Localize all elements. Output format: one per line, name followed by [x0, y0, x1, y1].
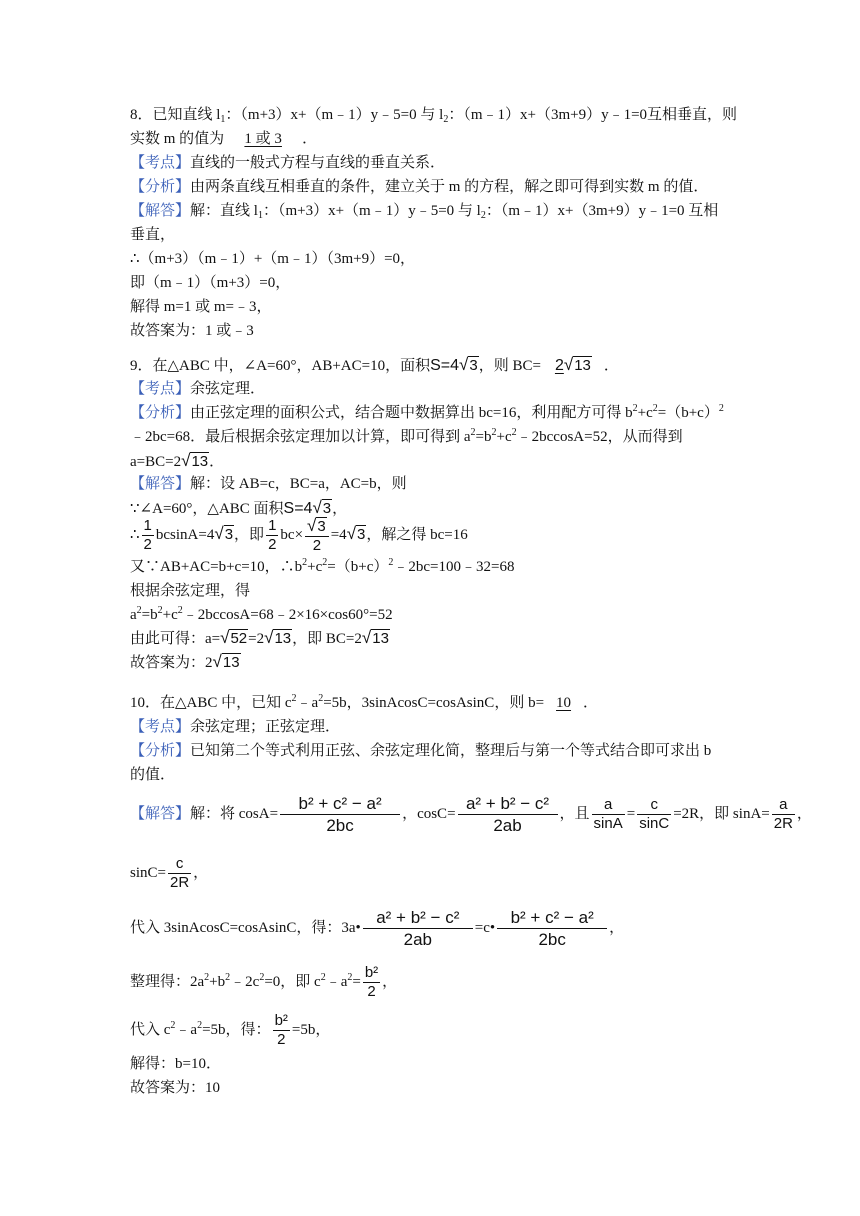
p10-fenxi-line1 [130, 741, 711, 761]
p9-jieda-line7 [130, 628, 390, 649]
jieda-tag: 【解答】 [130, 476, 191, 492]
p10-jieda1c: ，且 [559, 806, 590, 822]
p9-jieda4b: +c [307, 559, 323, 575]
p9-kaodian-text: 余弦定理． [190, 381, 266, 397]
p9-jieda6a: a [130, 607, 137, 623]
p9-sqrt13a: √13 [264, 628, 292, 647]
p9-half-frac2: $\frac{1}{2}$ [268, 517, 277, 554]
p10-q-c: =5b，3sinAcosC=cosAsinC，则 b= [323, 695, 545, 711]
p9-fenxi3: a=BC=2 [130, 454, 182, 470]
p9-sqrt3-over-2: $\frac{√3}{2}$ [305, 517, 329, 555]
p9-final-radicand: 13 [222, 654, 240, 671]
p9-jieda7a: 由此可得：a= [130, 631, 221, 647]
result-fraction [363, 964, 380, 1001]
p8-question-line1 [130, 105, 737, 125]
p9-fenxi2-a: ﹣2bc=68．最后根据余弦定理加以计算，即可得到 a [130, 429, 471, 445]
ratio1-den: sinA [593, 815, 623, 833]
kaodian-tag: 【考点】 [130, 719, 191, 735]
sub-den2: 2bc [538, 930, 566, 950]
p9-sqrt13b: √13 [361, 628, 389, 647]
p9-answer [541, 355, 604, 376]
sinC-fraction [168, 855, 191, 892]
p9-jieda3-sqrt: √3 [214, 524, 234, 543]
p9-answer-coef: 2 [554, 357, 564, 374]
p8-jieda-line5: 解得 m=1 或 m=﹣3， [130, 299, 272, 315]
fenxi-tag: 【分析】 [130, 179, 191, 195]
p8-q-line2: 实数 m 的值为 [130, 131, 225, 147]
p8-jieda-line3: ∴（m+3）（m﹣1）+（m﹣1）（3m+9）=0， [130, 251, 416, 267]
p10-jieda1d: =2R，即 sinA= [673, 806, 770, 822]
p9-jieda6d: ﹣2bccosA=68﹣2×16×cos60°=52 [182, 607, 393, 623]
p9-jieda3-sqrt3: √3 [346, 524, 366, 543]
p8-jieda-line4: 即（m﹣1）（m+3）=0， [130, 275, 291, 291]
res-num: b² [364, 964, 379, 982]
p9-fenxi-text-b: +c [637, 405, 653, 421]
p9-fenxi-text: 由正弦定理的面积公式，结合题中数据算出 bc=16，利用配方可得 b [190, 405, 633, 421]
sub-fraction-1 [363, 907, 473, 950]
p9-fenxi-line2: ﹣2bc=68．最后根据余弦定理加以计算，即可得到 $a^2=b^2+c^2﹣2bccosA=52$，从而得到 [130, 427, 683, 445]
p9-jieda2: ∵∠A=60°，△ABC 面积 [130, 501, 284, 517]
ratio2-den: sinC [639, 815, 670, 833]
p9-q-text: 9．在△ABC 中，∠A=60°，AB+AC=10，面积 [130, 358, 431, 374]
p8-kaodian-text: 直线的一般式方程与直线的垂直关系． [190, 155, 446, 171]
ratio-a-sinA [592, 796, 625, 833]
p8-question-line2: 实数 m 的值为 1 或 3 ． [130, 131, 318, 147]
p10-q-b: ﹣a [296, 695, 319, 711]
p9-jieda4c: =（b+c） [327, 559, 389, 575]
p9-jieda3e: ，解之得 bc=16 [366, 527, 468, 543]
p10-jieda4a: 整理得：2a [130, 974, 205, 990]
p10-jieda-line7: 故答案为：10 [130, 1080, 221, 1096]
p9-jieda4d: ﹣2bc=100﹣32=68 [393, 559, 515, 575]
p9-jieda3a: bcsinA=4 [155, 527, 215, 543]
p9-jieda6b: =b [141, 607, 158, 623]
p9-fenxi2-b: =b [475, 429, 492, 445]
p10-jieda1a: 解：将 cosA= [190, 806, 279, 822]
p8-q-sub1: 1 [220, 114, 226, 125]
p8-jieda-line2: 垂直， [130, 227, 176, 243]
p9-final-sqrt: √13 [212, 652, 240, 671]
fenxi-tag: 【分析】 [130, 743, 191, 759]
p9-fenxi3-radicand: 13 [191, 453, 209, 470]
p9-q-after: ，则 BC= [478, 358, 541, 374]
cosC-fraction [458, 793, 558, 836]
p10-jieda4d: =0，即 c [264, 974, 321, 990]
p10-jieda4c: ﹣2c [230, 974, 260, 990]
p10-jieda3a: 代入 3sinAcosC=cosAsinC，得：3a• [130, 920, 361, 936]
p9-fenxi-line1: 【分析】由正弦定理的面积公式，结合题中数据算出 bc=16，利用配方可得 $b^2+c^2=(b+c)^2$ [130, 403, 724, 421]
p9-jieda3c: bc× [280, 527, 304, 543]
p9-jieda7c: ，即 BC=2 [292, 631, 362, 647]
cosC-num: a² + b² − c² [458, 793, 558, 815]
p10-jieda1b: ，cosC= [402, 806, 456, 822]
p10-question: 10．在△ABC 中，已知 $c^2﹣a^2=5b$，3sinAcosC=cosAsinC，则 b= 10 ． [130, 693, 599, 711]
p9-jieda-line5: 根据余弦定理，得 [130, 583, 251, 599]
p9-jieda-line4: 又∵AB+AC=b+c=10，$\therefore b^2+c^2=(b+c)^2﹣2bc=100﹣32=68$ [130, 557, 515, 575]
ratio-eq: = [626, 806, 636, 822]
p10-jieda-line2: sinC= $\frac{c}{2R}$ ， [130, 855, 209, 892]
p9-jieda2-radicand: 3 [322, 500, 332, 517]
p9-jieda3b: ，即 [234, 527, 265, 543]
cosA-fraction [280, 793, 400, 836]
p10-jieda2a: sinC= [130, 865, 166, 881]
p10-jieda5b: ﹣a [175, 1022, 198, 1038]
p9-fenxi-line3: a=BC=2√13． [130, 451, 225, 470]
p9-answer-radicand: 13 [574, 357, 591, 374]
p9-jieda1: 解：设 AB=c，BC=a，AC=b，则 [190, 476, 407, 492]
p8-jieda-sub1: 1 [257, 210, 263, 221]
result-fraction-2 [273, 1012, 290, 1049]
p10-jieda-line1: 【解答】解：将 cosA= $\frac{\text{b² + c² − a²}}{2bc}$ ，cosC= $\frac{\text{a² + b² − c²}}{2ab}$ ，且 $\frac{a}{\sin A}$ = $\frac{c}{\sin C}$ =2R，即 sinA= $\frac{a}{2R}$ ， [130, 794, 812, 836]
cosC-den: 2ab [493, 816, 522, 836]
fenxi-tag: 【分析】 [130, 405, 191, 421]
p8-answer: 1 或 3 [244, 131, 282, 147]
p8-jieda-sub2: 2 [480, 210, 486, 221]
p8-jieda-line6: 故答案为：1 或﹣3 [130, 323, 254, 339]
sinA-fraction [772, 796, 795, 833]
p9-sqrt52-radicand: 52 [230, 630, 248, 647]
sinC-num: c [168, 855, 191, 874]
p9-question: 9．在△ABC 中，∠A=60°，AB+AC=10，面积S=4√3，则 BC= 2√13 ． [130, 355, 619, 374]
p8-q-text: 8．已知直线 l [130, 107, 221, 123]
p10-kaodian [130, 717, 340, 737]
sub-den1: 2ab [403, 930, 432, 950]
p8-fenxi-text: 由两条直线互相垂直的条件，建立关于 m 的方程，解之即可得到实数 m 的值． [190, 179, 709, 195]
p9-fenxi2-d: ﹣2bccosA=52，从而得到 [516, 429, 683, 445]
p9-jieda2-sqrt: √3 [312, 498, 332, 517]
p8-kaodian [130, 153, 445, 173]
jieda-tag: 【解答】 [130, 806, 191, 822]
p9-sqrt3-radicand: 3 [317, 517, 326, 535]
p9-fenxi3-sqrt: √13 [181, 451, 209, 470]
p8-jieda-line1 [130, 201, 718, 221]
sinA-den: 2R [773, 815, 793, 833]
p10-jieda4f: = [352, 974, 361, 990]
ratio1-num: a [592, 796, 625, 815]
p9-area-sqrt: √3 [459, 355, 478, 374]
jieda-tag: 【解答】 [130, 203, 191, 219]
p8-q-text3: ：（m﹣1）x+（3m+9）y﹣1=0互相垂直，则 [448, 107, 738, 123]
p9-answer-sqrt: √13 [563, 355, 591, 374]
ratio2-num: c [637, 796, 671, 815]
p9-jieda-line8 [130, 652, 241, 673]
p10-q-a: 10．在△ABC 中，已知 c [130, 695, 292, 711]
p8-fenxi [130, 177, 708, 197]
p10-jieda3b: =c• [474, 920, 496, 936]
p9-fenxi-text-c: =（b+c） [657, 405, 719, 421]
p9-jieda-line3: ∴ $\frac{1}{2}$ bcsinA=4√3，即 $\frac{1}{2}$ bc× $\frac{√3}{2}$ =4√3，解之得 bc=16 [130, 515, 468, 554]
p9-kaodian [130, 379, 265, 399]
p9-sqrt52: √52 [220, 628, 248, 647]
p8-jieda-text3: ：（m﹣1）x+（3m+9）y﹣1=0 互相 [485, 203, 719, 219]
p9-jieda-line2: ∵∠A=60°，△ABC 面积S=4√3， [130, 498, 348, 517]
p8-q-sub2: 2 [443, 114, 449, 125]
sub-num2: b² + c² − a² [497, 907, 607, 929]
p10-jieda5d: =5b， [291, 1022, 331, 1038]
p9-jieda2-area: S=4 [283, 500, 313, 517]
p9-jieda3-radicand: 3 [224, 526, 234, 543]
p10-jieda4e: ﹣a [325, 974, 348, 990]
p10-jieda5a: 代入 c [130, 1022, 171, 1038]
p9-area: S=4 [430, 357, 460, 374]
p9-jieda-line1 [130, 474, 407, 494]
p10-fenxi1: 已知第二个等式利用正弦、余弦定理化简，整理后与第一个等式结合即可求出 b [190, 743, 712, 759]
p9-jieda6c: +c [162, 607, 178, 623]
p10-jieda5c: =5b，得： [202, 1022, 271, 1038]
res2-den: 2 [277, 1031, 286, 1049]
sub-fraction-2 [497, 907, 607, 950]
p9-half-frac: $\frac{1}{2}$ [143, 517, 152, 554]
res-den: 2 [367, 983, 376, 1001]
p10-jieda-line4: 整理得：$2a^2+b^2﹣2c^2=0$，即 $c^2﹣a^2=$ $\frac{\text{b²}}{2}$ ， [130, 964, 398, 1001]
p9-jieda4a: 又∵AB+AC=b+c=10，∴b [130, 559, 303, 575]
p9-jieda-line6: $a^2=b^2+c^2﹣2bccosA=68﹣2\times 16\times\cos 60^\circ=52$ [130, 605, 393, 623]
sinA-num: a [772, 796, 795, 815]
p9-fenxi2-c: +c [496, 429, 512, 445]
res2-num: b² [274, 1012, 288, 1030]
p8-q-text2: ：（m+3）x+（m﹣1）y﹣5=0 与 l [225, 107, 444, 123]
p9-sqrt13b-radicand: 13 [372, 630, 389, 647]
p10-jieda-line3: 代入 3sinAcosC=cosAsinC，得：3a• $\frac{\text{a² + b² − c²}}{2ab}$ =c• $\frac{\text{b² + c² − a²}}{2bc}$ ， [130, 908, 625, 950]
p9-jieda8: 故答案为：2 [130, 655, 213, 671]
p9-jieda3-radicand3: 3 [357, 526, 366, 543]
p10-fenxi-line2: 的值． [130, 767, 176, 783]
p10-jieda-line5: 代入 $c^2﹣a^2=5b$，得： $\frac{\text{b²}}{2}$ =5b， [130, 1012, 331, 1049]
kaodian-tag: 【考点】 [130, 381, 191, 397]
p10-kaodian-text: 余弦定理；正弦定理． [190, 719, 341, 735]
kaodian-tag: 【考点】 [130, 155, 191, 171]
ratio-c-sinC [637, 796, 671, 833]
p10-jieda-line6: 解得：b=10． [130, 1056, 221, 1072]
p10-answer: 10 [556, 695, 572, 711]
p8-jieda-text: 解：直线 l [190, 203, 258, 219]
p9-jieda3d: =4 [330, 527, 347, 543]
sinC-den: 2R [169, 874, 190, 892]
p8-jieda-text2: ：（m+3）x+（m﹣1）y﹣5=0 与 l [262, 203, 481, 219]
p9-jieda7b: =2 [248, 631, 265, 647]
p9-area-radicand: 3 [469, 357, 478, 374]
sub-num1: a² + b² − c² [363, 907, 473, 929]
cosA-den: 2bc [326, 816, 354, 836]
cosA-num: b² + c² − a² [280, 793, 400, 815]
p9-sqrt13a-radicand: 13 [274, 630, 292, 647]
p10-jieda4b: +b [209, 974, 226, 990]
